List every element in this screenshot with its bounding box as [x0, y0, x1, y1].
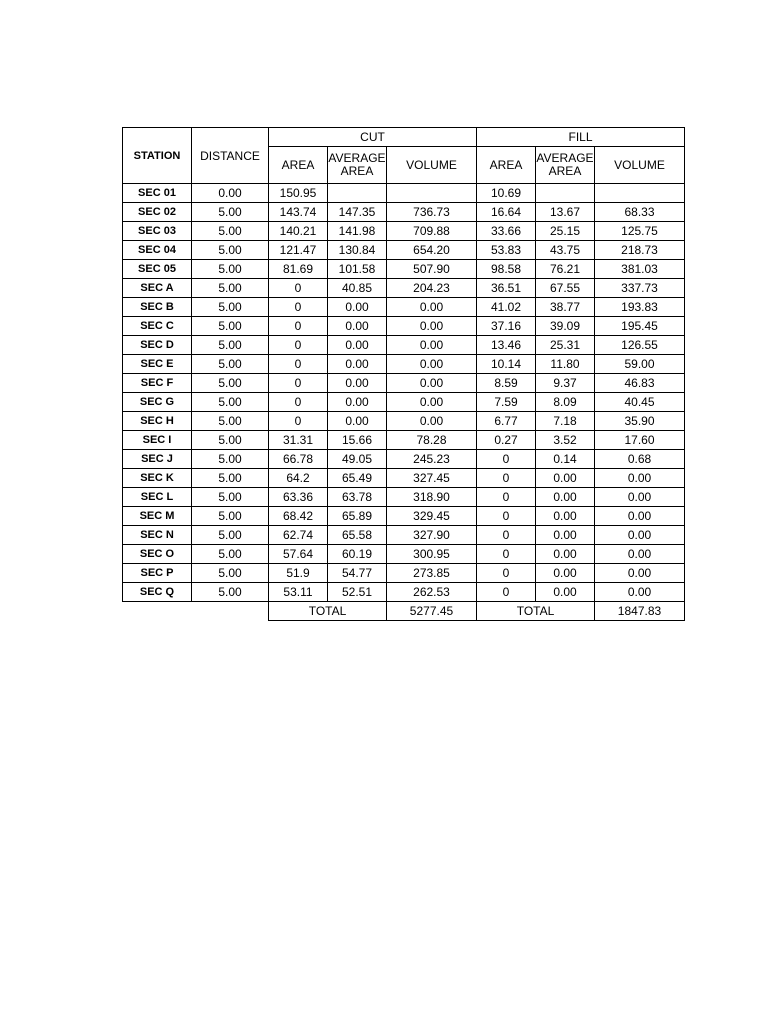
fill-area-cell: 0	[477, 450, 536, 469]
cut-average-area-cell: 0.00	[328, 393, 387, 412]
cut-average-area-cell: 40.85	[328, 279, 387, 298]
distance-cell: 0.00	[192, 184, 269, 203]
cut-average-area-cell: 0.00	[328, 355, 387, 374]
table-row	[123, 393, 685, 412]
table-row	[123, 184, 685, 203]
distance-cell: 5.00	[192, 279, 269, 298]
cut-area-cell: 0	[269, 393, 328, 412]
cut-volume-cell: 507.90	[387, 260, 477, 279]
fill-volume-cell: 35.90	[595, 412, 685, 431]
table-header	[123, 128, 685, 184]
cut-average-area-cell: 0.00	[328, 298, 387, 317]
fill-average-area-cell: 43.75	[536, 241, 595, 260]
distance-cell: 5.00	[192, 298, 269, 317]
cut-area-cell: 51.9	[269, 564, 328, 583]
fill-area-cell: 0	[477, 507, 536, 526]
cut-area-cell: 143.74	[269, 203, 328, 222]
cut-area-cell: 0	[269, 317, 328, 336]
cut-volume-cell: 736.73	[387, 203, 477, 222]
fill-average-area-header	[536, 147, 595, 184]
station-cell: SEC 05	[123, 260, 192, 279]
fill-volume-cell: 59.00	[595, 355, 685, 374]
fill-area-cell: 33.66	[477, 222, 536, 241]
fill-volume-cell: 193.83	[595, 298, 685, 317]
fill-average-area-cell: 7.18	[536, 412, 595, 431]
cut-area-cell: 0	[269, 412, 328, 431]
cut-average-area-cell: 15.66	[328, 431, 387, 450]
station-cell: SEC 01	[123, 184, 192, 203]
fill-area-cell: 0	[477, 583, 536, 602]
cut-volume-cell: 709.88	[387, 222, 477, 241]
station-cell: SEC P	[123, 564, 192, 583]
distance-cell: 5.00	[192, 488, 269, 507]
station-cell: SEC O	[123, 545, 192, 564]
station-cell: SEC N	[123, 526, 192, 545]
fill-average-area-cell: 39.09	[536, 317, 595, 336]
cut-area-header: AREA	[269, 147, 328, 184]
cut-volume-cell: 654.20	[387, 241, 477, 260]
cut-average-area-header	[328, 147, 387, 184]
fill-average-area-cell: 0.00	[536, 583, 595, 602]
fill-volume-cell: 218.73	[595, 241, 685, 260]
cut-header: CUT	[269, 128, 477, 147]
table-row	[123, 469, 685, 488]
table-row	[123, 279, 685, 298]
fill-area-cell: 36.51	[477, 279, 536, 298]
fill-average-area-cell: 0.14	[536, 450, 595, 469]
distance-cell: 5.00	[192, 583, 269, 602]
cut-volume-cell: 329.45	[387, 507, 477, 526]
table-row	[123, 583, 685, 602]
fill-area-cell: 41.02	[477, 298, 536, 317]
cut-average-area-cell	[328, 184, 387, 203]
station-cell: SEC E	[123, 355, 192, 374]
cut-area-cell: 57.64	[269, 545, 328, 564]
fill-volume-cell: 337.73	[595, 279, 685, 298]
table-footer	[123, 602, 685, 621]
fill-header: FILL	[477, 128, 685, 147]
cut-volume-cell: 245.23	[387, 450, 477, 469]
cut-volume-cell: 327.90	[387, 526, 477, 545]
cut-average-area-cell: 54.77	[328, 564, 387, 583]
station-cell: SEC D	[123, 336, 192, 355]
cut-average-area-cell: 63.78	[328, 488, 387, 507]
totals-row	[123, 602, 685, 621]
fill-average-area-cell: 76.21	[536, 260, 595, 279]
fill-volume-cell: 17.60	[595, 431, 685, 450]
cut-area-cell: 0	[269, 355, 328, 374]
cut-average-area-cell: 141.98	[328, 222, 387, 241]
station-cell: SEC C	[123, 317, 192, 336]
cut-volume-cell: 0.00	[387, 355, 477, 374]
cut-volume-cell: 262.53	[387, 583, 477, 602]
table-row	[123, 526, 685, 545]
fill-average-area-cell: 0.00	[536, 526, 595, 545]
fill-volume-cell: 0.00	[595, 469, 685, 488]
fill-area-header: AREA	[477, 147, 536, 184]
fill-average-area-cell: 0.00	[536, 564, 595, 583]
station-cell: SEC I	[123, 431, 192, 450]
fill-average-area-cell: 25.15	[536, 222, 595, 241]
fill-volume-cell: 0.00	[595, 526, 685, 545]
fill-volume-cell: 0.68	[595, 450, 685, 469]
table-row	[123, 374, 685, 393]
header-row-groups	[123, 128, 685, 147]
cut-area-cell: 0	[269, 298, 328, 317]
table-row	[123, 545, 685, 564]
station-cell: SEC 03	[123, 222, 192, 241]
station-header: STATION	[123, 128, 192, 184]
distance-cell: 5.00	[192, 450, 269, 469]
fill-average-area-cell: 11.80	[536, 355, 595, 374]
table-row	[123, 222, 685, 241]
distance-cell: 5.00	[192, 241, 269, 260]
fill-total-label: TOTAL	[477, 602, 595, 621]
fill-average-area-cell: 9.37	[536, 374, 595, 393]
cut-volume-cell: 0.00	[387, 412, 477, 431]
cut-volume-cell: 327.45	[387, 469, 477, 488]
fill-average-area-cell: 67.55	[536, 279, 595, 298]
fill-area-cell: 10.14	[477, 355, 536, 374]
table-row	[123, 298, 685, 317]
table-row	[123, 336, 685, 355]
station-cell: SEC A	[123, 279, 192, 298]
cut-total-value: 5277.45	[387, 602, 477, 621]
cut-average-area-label: AVERAGE AREA	[328, 151, 386, 178]
fill-volume-cell: 0.00	[595, 545, 685, 564]
table-row	[123, 507, 685, 526]
cut-area-cell: 121.47	[269, 241, 328, 260]
distance-cell: 5.00	[192, 260, 269, 279]
table-row	[123, 241, 685, 260]
fill-average-area-cell	[536, 184, 595, 203]
cut-volume-cell: 0.00	[387, 374, 477, 393]
station-cell: SEC H	[123, 412, 192, 431]
fill-area-cell: 13.46	[477, 336, 536, 355]
table-row	[123, 203, 685, 222]
cut-area-cell: 0	[269, 279, 328, 298]
fill-volume-cell: 0.00	[595, 564, 685, 583]
station-cell: SEC B	[123, 298, 192, 317]
cut-volume-cell: 204.23	[387, 279, 477, 298]
fill-area-cell: 10.69	[477, 184, 536, 203]
fill-average-area-cell: 25.31	[536, 336, 595, 355]
distance-cell: 5.00	[192, 393, 269, 412]
cut-average-area-cell: 0.00	[328, 336, 387, 355]
cut-area-cell: 64.2	[269, 469, 328, 488]
distance-cell: 5.00	[192, 507, 269, 526]
table-row	[123, 431, 685, 450]
distance-cell: 5.00	[192, 374, 269, 393]
cut-average-area-cell: 101.58	[328, 260, 387, 279]
fill-area-cell: 0	[477, 469, 536, 488]
fill-volume-cell: 40.45	[595, 393, 685, 412]
table-row	[123, 355, 685, 374]
cut-area-cell: 66.78	[269, 450, 328, 469]
table-row	[123, 450, 685, 469]
cut-volume-cell: 0.00	[387, 298, 477, 317]
cut-area-cell: 140.21	[269, 222, 328, 241]
fill-volume-cell: 195.45	[595, 317, 685, 336]
cut-area-cell: 63.36	[269, 488, 328, 507]
fill-area-cell: 7.59	[477, 393, 536, 412]
totals-spacer	[123, 602, 269, 621]
distance-cell: 5.00	[192, 431, 269, 450]
distance-header: DISTANCE	[192, 128, 269, 184]
fill-area-cell: 16.64	[477, 203, 536, 222]
cut-average-area-cell: 52.51	[328, 583, 387, 602]
distance-cell: 5.00	[192, 203, 269, 222]
fill-area-cell: 98.58	[477, 260, 536, 279]
cut-fill-volume-table	[122, 127, 685, 621]
fill-average-area-cell: 3.52	[536, 431, 595, 450]
station-cell: SEC G	[123, 393, 192, 412]
fill-average-area-cell: 38.77	[536, 298, 595, 317]
fill-volume-cell	[595, 184, 685, 203]
fill-area-cell: 37.16	[477, 317, 536, 336]
station-cell: SEC F	[123, 374, 192, 393]
cut-volume-cell: 0.00	[387, 317, 477, 336]
distance-cell: 5.00	[192, 545, 269, 564]
station-cell: SEC M	[123, 507, 192, 526]
cut-area-cell: 62.74	[269, 526, 328, 545]
table-body	[123, 184, 685, 602]
cut-volume-cell: 318.90	[387, 488, 477, 507]
fill-average-area-cell: 0.00	[536, 545, 595, 564]
cut-average-area-cell: 65.58	[328, 526, 387, 545]
cut-volume-header: VOLUME	[387, 147, 477, 184]
station-cell: SEC J	[123, 450, 192, 469]
fill-area-cell: 0	[477, 564, 536, 583]
station-cell: SEC L	[123, 488, 192, 507]
fill-average-area-cell: 13.67	[536, 203, 595, 222]
cut-average-area-cell: 49.05	[328, 450, 387, 469]
distance-cell: 5.00	[192, 469, 269, 488]
cut-volume-cell: 0.00	[387, 393, 477, 412]
table-row	[123, 488, 685, 507]
cut-average-area-cell: 0.00	[328, 317, 387, 336]
cut-volume-cell: 0.00	[387, 336, 477, 355]
fill-area-cell: 6.77	[477, 412, 536, 431]
cut-total-label: TOTAL	[269, 602, 387, 621]
station-cell: SEC 02	[123, 203, 192, 222]
cut-area-cell: 53.11	[269, 583, 328, 602]
fill-volume-cell: 125.75	[595, 222, 685, 241]
cut-average-area-cell: 0.00	[328, 412, 387, 431]
fill-average-area-cell: 8.09	[536, 393, 595, 412]
fill-average-area-cell: 0.00	[536, 488, 595, 507]
fill-average-area-cell: 0.00	[536, 507, 595, 526]
distance-cell: 5.00	[192, 526, 269, 545]
fill-total-value: 1847.83	[595, 602, 685, 621]
cut-average-area-cell: 0.00	[328, 374, 387, 393]
fill-area-cell: 53.83	[477, 241, 536, 260]
cut-average-area-cell: 65.89	[328, 507, 387, 526]
distance-cell: 5.00	[192, 222, 269, 241]
station-cell: SEC K	[123, 469, 192, 488]
cut-volume-cell: 300.95	[387, 545, 477, 564]
cut-average-area-cell: 130.84	[328, 241, 387, 260]
distance-cell: 5.00	[192, 336, 269, 355]
fill-area-cell: 0	[477, 526, 536, 545]
fill-volume-header: VOLUME	[595, 147, 685, 184]
fill-area-cell: 0	[477, 545, 536, 564]
fill-volume-cell: 0.00	[595, 488, 685, 507]
station-cell: SEC 04	[123, 241, 192, 260]
distance-cell: 5.00	[192, 317, 269, 336]
cut-volume-cell	[387, 184, 477, 203]
table-row	[123, 260, 685, 279]
cut-area-cell: 0	[269, 336, 328, 355]
cut-average-area-cell: 65.49	[328, 469, 387, 488]
table-row	[123, 564, 685, 583]
cut-area-cell: 81.69	[269, 260, 328, 279]
fill-volume-cell: 0.00	[595, 583, 685, 602]
fill-volume-cell: 381.03	[595, 260, 685, 279]
fill-average-area-cell: 0.00	[536, 469, 595, 488]
cut-volume-cell: 78.28	[387, 431, 477, 450]
cut-area-cell: 150.95	[269, 184, 328, 203]
cut-area-cell: 68.42	[269, 507, 328, 526]
cut-average-area-cell: 147.35	[328, 203, 387, 222]
fill-volume-cell: 46.83	[595, 374, 685, 393]
fill-area-cell: 8.59	[477, 374, 536, 393]
distance-cell: 5.00	[192, 564, 269, 583]
table-row	[123, 412, 685, 431]
fill-average-area-label: AVERAGE AREA	[536, 151, 594, 178]
fill-volume-cell: 126.55	[595, 336, 685, 355]
fill-area-cell: 0.27	[477, 431, 536, 450]
table-row	[123, 317, 685, 336]
cut-volume-cell: 273.85	[387, 564, 477, 583]
fill-volume-cell: 0.00	[595, 507, 685, 526]
cut-area-cell: 0	[269, 374, 328, 393]
fill-volume-cell: 68.33	[595, 203, 685, 222]
cut-area-cell: 31.31	[269, 431, 328, 450]
distance-cell: 5.00	[192, 355, 269, 374]
station-cell: SEC Q	[123, 583, 192, 602]
distance-cell: 5.00	[192, 412, 269, 431]
cut-average-area-cell: 60.19	[328, 545, 387, 564]
fill-area-cell: 0	[477, 488, 536, 507]
